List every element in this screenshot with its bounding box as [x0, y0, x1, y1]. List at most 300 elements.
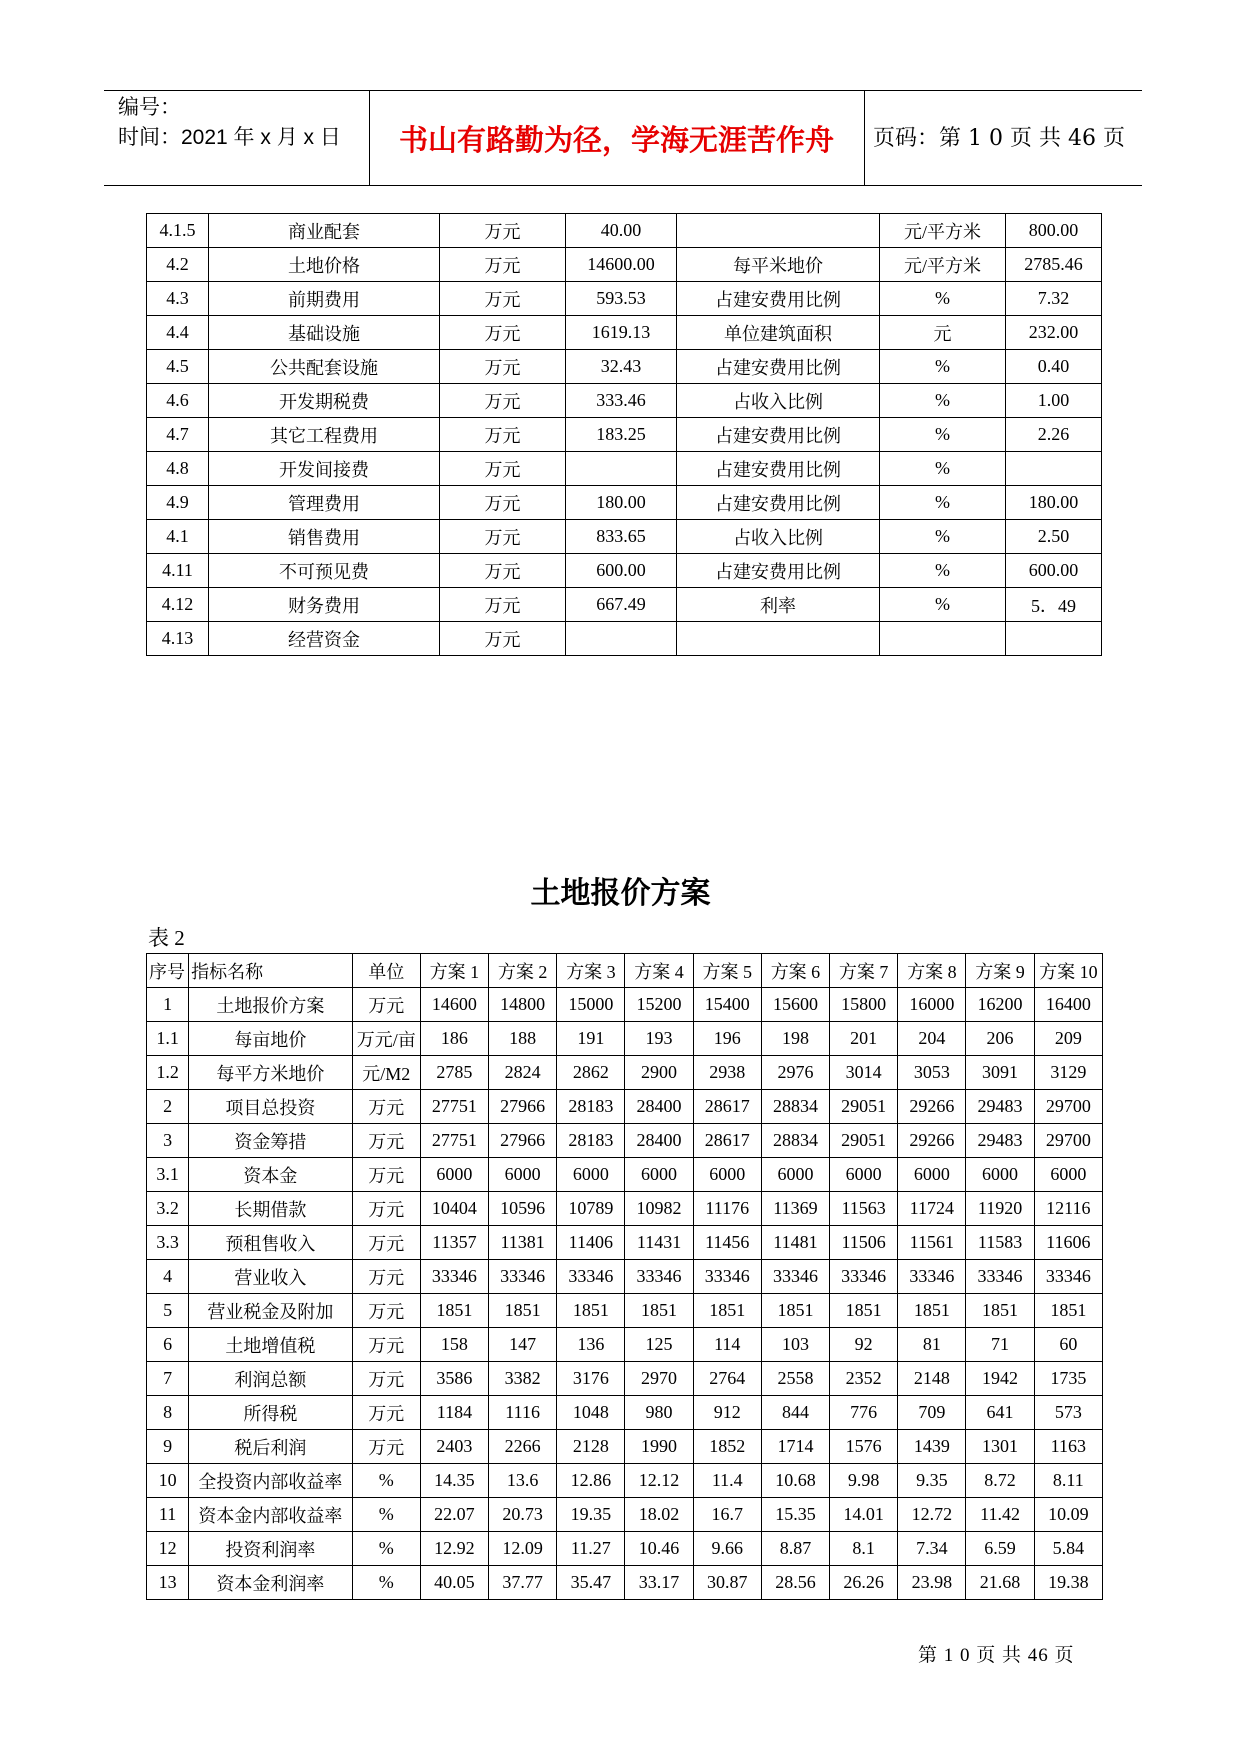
cost-table-body [147, 214, 1102, 656]
page-footer: 第 1 0 页 共 46 页 [918, 1645, 1075, 1666]
table-cell: 33346 [557, 1260, 625, 1294]
land-price-table-body [147, 988, 1103, 1600]
table-row [147, 1056, 1103, 1090]
table-cell: 前期费用 [209, 282, 440, 316]
table-cell: 6000 [1034, 1158, 1102, 1192]
table-cell: 29051 [830, 1090, 898, 1124]
header-meta [118, 93, 341, 153]
table-cell: 33346 [420, 1260, 488, 1294]
table-row [147, 1566, 1103, 1600]
table-cell: 资本金内部收益率 [189, 1498, 353, 1532]
table-cell: 1.1 [147, 1022, 189, 1056]
table-cell: 33346 [830, 1260, 898, 1294]
table-cell: 3 [147, 1124, 189, 1158]
table-cell: 1851 [761, 1294, 829, 1328]
table-cell: 15.35 [761, 1498, 829, 1532]
table-cell: 万元 [352, 1090, 420, 1124]
table-row [147, 1464, 1103, 1498]
column-header: 方案 1 [420, 954, 488, 988]
table-row [147, 1328, 1103, 1362]
table-cell: 114 [693, 1328, 761, 1362]
table-row [147, 988, 1103, 1022]
table-cell: 16.7 [693, 1498, 761, 1532]
table-cell: 万元 [440, 418, 566, 452]
header-motto: 书山有路勤为径，学海无涯苦作舟 [398, 123, 834, 157]
header-page-number: 页码：第 1 0 页 共 46 页 [873, 126, 1125, 151]
table-cell: 11724 [898, 1192, 966, 1226]
table-cell: 1851 [557, 1294, 625, 1328]
table-cell: 26.26 [830, 1566, 898, 1600]
table-cell: 2.26 [1006, 418, 1102, 452]
table-cell: 204 [898, 1022, 966, 1056]
table-cell: 3.3 [147, 1226, 189, 1260]
table-row [147, 1226, 1103, 1260]
table-cell: 29266 [898, 1090, 966, 1124]
table-cell: 万元 [352, 1430, 420, 1464]
table-cell: 10404 [420, 1192, 488, 1226]
table-cell: 3.2 [147, 1192, 189, 1226]
table-cell [566, 452, 677, 486]
table-cell: 6000 [830, 1158, 898, 1192]
table-cell: 13 [147, 1566, 189, 1600]
table-cell: 833.65 [566, 520, 677, 554]
table-row [147, 588, 1102, 622]
table-cell: 10982 [625, 1192, 693, 1226]
table-cell: 土地增值税 [189, 1328, 353, 1362]
section-title: 土地报价方案 [530, 876, 711, 911]
table-cell: 15000 [557, 988, 625, 1022]
table-cell: 1990 [625, 1430, 693, 1464]
table-cell: 125 [625, 1328, 693, 1362]
table-cell: % [880, 486, 1006, 520]
table-cell: 万元 [440, 486, 566, 520]
table-cell: 14600.00 [566, 248, 677, 282]
table-cell: 1619.13 [566, 316, 677, 350]
table-cell: 10789 [557, 1192, 625, 1226]
table-row [147, 452, 1102, 486]
table-cell: 37.77 [489, 1566, 557, 1600]
table-cell: % [880, 384, 1006, 418]
table-cell: 3053 [898, 1056, 966, 1090]
table-cell: 8.72 [966, 1464, 1034, 1498]
table-cell: 万元 [440, 282, 566, 316]
table-cell: 2785.46 [1006, 248, 1102, 282]
table-cell: 万元 [440, 248, 566, 282]
table-cell: 2900 [625, 1056, 693, 1090]
table-cell: 5.84 [1034, 1532, 1102, 1566]
table-cell: 万元 [440, 214, 566, 248]
table-cell: 1439 [898, 1430, 966, 1464]
table-cell: 2824 [489, 1056, 557, 1090]
table-cell: 11920 [966, 1192, 1034, 1226]
table-cell: 29051 [830, 1124, 898, 1158]
table-row [147, 248, 1102, 282]
table-cell: 3014 [830, 1056, 898, 1090]
table-cell: 29483 [966, 1090, 1034, 1124]
table-cell: 元/M2 [352, 1056, 420, 1090]
table-cell: 万元 [440, 452, 566, 486]
table-cell: 12.09 [489, 1532, 557, 1566]
table-cell: 万元 [352, 1226, 420, 1260]
table-cell: % [880, 282, 1006, 316]
table-cell: 万元 [352, 1158, 420, 1192]
table-cell: 开发期税费 [209, 384, 440, 418]
table-cell: 593.53 [566, 282, 677, 316]
table-cell: 29266 [898, 1124, 966, 1158]
column-header: 方案 5 [693, 954, 761, 988]
table-cell: % [880, 554, 1006, 588]
table-cell: 11381 [489, 1226, 557, 1260]
table-cell: 占建安费用比例 [677, 452, 880, 486]
table-cell: 4.1 [147, 520, 209, 554]
column-header: 指标名称 [189, 954, 353, 988]
table-cell: 40.05 [420, 1566, 488, 1600]
table-cell: 2128 [557, 1430, 625, 1464]
table-cell: 6.59 [966, 1532, 1034, 1566]
table-cell: 4.13 [147, 622, 209, 656]
table-cell: 万元 [352, 1260, 420, 1294]
table-cell: 2785 [420, 1056, 488, 1090]
table-cell: 万元 [440, 622, 566, 656]
table-cell: 1851 [693, 1294, 761, 1328]
table-row [147, 622, 1102, 656]
table-cell: 1.2 [147, 1056, 189, 1090]
table-cell: 183.25 [566, 418, 677, 452]
table-cell: 188 [489, 1022, 557, 1056]
table-cell: 2352 [830, 1362, 898, 1396]
table-cell: 1163 [1034, 1430, 1102, 1464]
table-cell: 万元 [440, 520, 566, 554]
table-cell: 4.3 [147, 282, 209, 316]
table-cell: 18.02 [625, 1498, 693, 1532]
table-cell: 营业税金及附加 [189, 1294, 353, 1328]
table-cell: 13.6 [489, 1464, 557, 1498]
table-cell: 33346 [898, 1260, 966, 1294]
table-cell: 16400 [1034, 988, 1102, 1022]
table-cell: 209 [1034, 1022, 1102, 1056]
table-cell: 占建安费用比例 [677, 282, 880, 316]
table-cell: 800.00 [1006, 214, 1102, 248]
table-row [147, 1430, 1103, 1464]
table-cell: 4.11 [147, 554, 209, 588]
table-row [147, 520, 1102, 554]
table-cell: 103 [761, 1328, 829, 1362]
table-cell: 6000 [966, 1158, 1034, 1192]
table-cell: 万元/亩 [352, 1022, 420, 1056]
table-cell: 28400 [625, 1124, 693, 1158]
table-cell: 4.8 [147, 452, 209, 486]
table-cell: 12.72 [898, 1498, 966, 1532]
table-cell: 7.34 [898, 1532, 966, 1566]
table-cell: 8 [147, 1396, 189, 1430]
table-cell: 2976 [761, 1056, 829, 1090]
table-cell: 27751 [420, 1124, 488, 1158]
table-cell: % [880, 452, 1006, 486]
page-header [104, 90, 1142, 186]
table-cell: 万元 [352, 1294, 420, 1328]
table-cell: 1.00 [1006, 384, 1102, 418]
table-row [147, 1158, 1103, 1192]
table-cell: 4.5 [147, 350, 209, 384]
table-row [147, 316, 1102, 350]
table-cell: 5．49 [1006, 588, 1102, 622]
table-cell: 19.35 [557, 1498, 625, 1532]
table-cell: 2266 [489, 1430, 557, 1464]
table-cell: 232.00 [1006, 316, 1102, 350]
table-cell: 每平方米地价 [189, 1056, 353, 1090]
table-cell: 81 [898, 1328, 966, 1362]
table-cell: 8.11 [1034, 1464, 1102, 1498]
table-cell: 30.87 [693, 1566, 761, 1600]
table-cell: 1 [147, 988, 189, 1022]
table-row [147, 214, 1102, 248]
table-cell: 元/平方米 [880, 214, 1006, 248]
table-cell: 项目总投资 [189, 1090, 353, 1124]
table-cell: 709 [898, 1396, 966, 1430]
table-cell: 4.4 [147, 316, 209, 350]
table-cell: 财务费用 [209, 588, 440, 622]
table-cell: 2558 [761, 1362, 829, 1396]
table-row [147, 282, 1102, 316]
table-cell: 60 [1034, 1328, 1102, 1362]
table-row [147, 1294, 1103, 1328]
column-header: 序号 [147, 954, 189, 988]
table-cell: 4.6 [147, 384, 209, 418]
table-cell: 12.12 [625, 1464, 693, 1498]
table-cell: 11506 [830, 1226, 898, 1260]
table-cell: 27751 [420, 1090, 488, 1124]
table-cell: 6000 [625, 1158, 693, 1192]
table-cell: 占建安费用比例 [677, 486, 880, 520]
table-cell: 每亩地价 [189, 1022, 353, 1056]
table-cell: 3129 [1034, 1056, 1102, 1090]
table-cell: 基础设施 [209, 316, 440, 350]
table-cell: 180.00 [1006, 486, 1102, 520]
table-header-row [147, 954, 1103, 988]
table-row [147, 1362, 1103, 1396]
time-label: 时间：2021 年 x 月 x 日 [118, 126, 341, 149]
table-cell: 1851 [1034, 1294, 1102, 1328]
table-cell: 6000 [489, 1158, 557, 1192]
table-cell: 全投资内部收益率 [189, 1464, 353, 1498]
table-cell: 2938 [693, 1056, 761, 1090]
table-cell: 71 [966, 1328, 1034, 1362]
table-cell: 商业配套 [209, 214, 440, 248]
table-cell: 万元 [352, 1192, 420, 1226]
table-cell: 28183 [557, 1090, 625, 1124]
table-cell: 预租售收入 [189, 1226, 353, 1260]
table-cell: 5 [147, 1294, 189, 1328]
table-cell: 912 [693, 1396, 761, 1430]
table-cell: 1851 [625, 1294, 693, 1328]
table-cell: 844 [761, 1396, 829, 1430]
table-cell: 28617 [693, 1090, 761, 1124]
table-row [147, 1090, 1103, 1124]
table-cell: 2764 [693, 1362, 761, 1396]
table-cell: 29483 [966, 1124, 1034, 1158]
table-cell: 2 [147, 1090, 189, 1124]
table-cell: 35.47 [557, 1566, 625, 1600]
table-cell: 3176 [557, 1362, 625, 1396]
table-cell: 单位建筑面积 [677, 316, 880, 350]
table-cell: 15600 [761, 988, 829, 1022]
table-cell: 19.38 [1034, 1566, 1102, 1600]
table-cell: 所得税 [189, 1396, 353, 1430]
cost-table [146, 213, 1102, 656]
table-cell: 1048 [557, 1396, 625, 1430]
table-cell [1006, 622, 1102, 656]
table-cell: 11583 [966, 1226, 1034, 1260]
table-cell: 92 [830, 1328, 898, 1362]
table-cell: 11.27 [557, 1532, 625, 1566]
table-cell: 2.50 [1006, 520, 1102, 554]
table-cell: 元/平方米 [880, 248, 1006, 282]
serial-label: 编号： [118, 96, 181, 119]
table-cell: 147 [489, 1328, 557, 1362]
table-cell: 经营资金 [209, 622, 440, 656]
table-row [147, 350, 1102, 384]
table-cell: 600.00 [566, 554, 677, 588]
table-cell: % [352, 1498, 420, 1532]
table-cell: 198 [761, 1022, 829, 1056]
table-cell: 11606 [1034, 1226, 1102, 1260]
table-cell: 8.1 [830, 1532, 898, 1566]
table-cell: 11.42 [966, 1498, 1034, 1532]
table-cell: 3091 [966, 1056, 1034, 1090]
table-cell: 4.1.5 [147, 214, 209, 248]
table-row [147, 1022, 1103, 1056]
table-row [147, 486, 1102, 520]
table-cell: 11357 [420, 1226, 488, 1260]
table-cell: 33.17 [625, 1566, 693, 1600]
table-cell: 22.07 [420, 1498, 488, 1532]
table-cell: 11176 [693, 1192, 761, 1226]
table-cell: 28400 [625, 1090, 693, 1124]
table-cell: 6000 [761, 1158, 829, 1192]
table-cell: 29700 [1034, 1124, 1102, 1158]
column-header: 单位 [352, 954, 420, 988]
table-cell: 27966 [489, 1090, 557, 1124]
table-cell: 193 [625, 1022, 693, 1056]
table-cell: 11563 [830, 1192, 898, 1226]
table-cell: 其它工程费用 [209, 418, 440, 452]
table-cell: 占收入比例 [677, 384, 880, 418]
table-cell: 206 [966, 1022, 1034, 1056]
table-cell: 1851 [830, 1294, 898, 1328]
table-cell: 利率 [677, 588, 880, 622]
table-cell: 29700 [1034, 1090, 1102, 1124]
table-cell: 12.86 [557, 1464, 625, 1498]
table-cell: 1942 [966, 1362, 1034, 1396]
table-cell: 1714 [761, 1430, 829, 1464]
table-cell: 3.1 [147, 1158, 189, 1192]
table-row [147, 1260, 1103, 1294]
table-cell: 11 [147, 1498, 189, 1532]
table-row [147, 384, 1102, 418]
table-cell: % [352, 1532, 420, 1566]
column-header: 方案 4 [625, 954, 693, 988]
table-cell: 23.98 [898, 1566, 966, 1600]
table-cell: 333.46 [566, 384, 677, 418]
table-cell: 6000 [420, 1158, 488, 1192]
table-cell: 3382 [489, 1362, 557, 1396]
table-cell: 20.73 [489, 1498, 557, 1532]
table-cell: 占建安费用比例 [677, 418, 880, 452]
table-cell: 1735 [1034, 1362, 1102, 1396]
table-cell: 28617 [693, 1124, 761, 1158]
table-cell: 3586 [420, 1362, 488, 1396]
table-cell: 6000 [693, 1158, 761, 1192]
table-cell: 1851 [420, 1294, 488, 1328]
table-cell: 1116 [489, 1396, 557, 1430]
header-divider [864, 91, 865, 185]
column-header: 方案 8 [898, 954, 966, 988]
table-cell: 573 [1034, 1396, 1102, 1430]
table-cell: 14800 [489, 988, 557, 1022]
table-cell: 4.9 [147, 486, 209, 520]
column-header: 方案 3 [557, 954, 625, 988]
table-cell: 11406 [557, 1226, 625, 1260]
table-cell: 33346 [1034, 1260, 1102, 1294]
table-row [147, 1396, 1103, 1430]
table-cell: 4.2 [147, 248, 209, 282]
table-cell: 1301 [966, 1430, 1034, 1464]
table-cell: 600.00 [1006, 554, 1102, 588]
table-cell: 641 [966, 1396, 1034, 1430]
table-cell: 180.00 [566, 486, 677, 520]
table-cell: 0.40 [1006, 350, 1102, 384]
table-cell: 万元 [352, 988, 420, 1022]
land-price-table [146, 953, 1103, 1600]
table-cell: 每平米地价 [677, 248, 880, 282]
table-cell: 27966 [489, 1124, 557, 1158]
table-cell: 33346 [693, 1260, 761, 1294]
table-cell: 2403 [420, 1430, 488, 1464]
table-cell: 1851 [966, 1294, 1034, 1328]
table-cell: 占收入比例 [677, 520, 880, 554]
table-cell: 7.32 [1006, 282, 1102, 316]
table-cell: 元 [880, 316, 1006, 350]
table-cell: 11.4 [693, 1464, 761, 1498]
table-cell: 万元 [440, 384, 566, 418]
table-cell: 土地报价方案 [189, 988, 353, 1022]
table-cell: 万元 [352, 1124, 420, 1158]
table-cell: 186 [420, 1022, 488, 1056]
table-cell: 10.68 [761, 1464, 829, 1498]
table-cell: 10 [147, 1464, 189, 1498]
table-cell: 33346 [966, 1260, 1034, 1294]
table-cell: 资金筹措 [189, 1124, 353, 1158]
table-cell: 公共配套设施 [209, 350, 440, 384]
table-cell: 万元 [352, 1362, 420, 1396]
table-cell: 15800 [830, 988, 898, 1022]
table-cell: 管理费用 [209, 486, 440, 520]
table-cell: 资本金利润率 [189, 1566, 353, 1600]
table-cell: 8.87 [761, 1532, 829, 1566]
table-cell: 28.56 [761, 1566, 829, 1600]
column-header: 方案 9 [966, 954, 1034, 988]
table-cell: 10.46 [625, 1532, 693, 1566]
table-cell: 6000 [898, 1158, 966, 1192]
table-cell: 980 [625, 1396, 693, 1430]
table-cell: % [352, 1464, 420, 1498]
table-cell: 4 [147, 1260, 189, 1294]
table-cell: 28183 [557, 1124, 625, 1158]
table-cell: 191 [557, 1022, 625, 1056]
table-cell: 12 [147, 1532, 189, 1566]
table-cell: 1184 [420, 1396, 488, 1430]
table-cell: 4.12 [147, 588, 209, 622]
